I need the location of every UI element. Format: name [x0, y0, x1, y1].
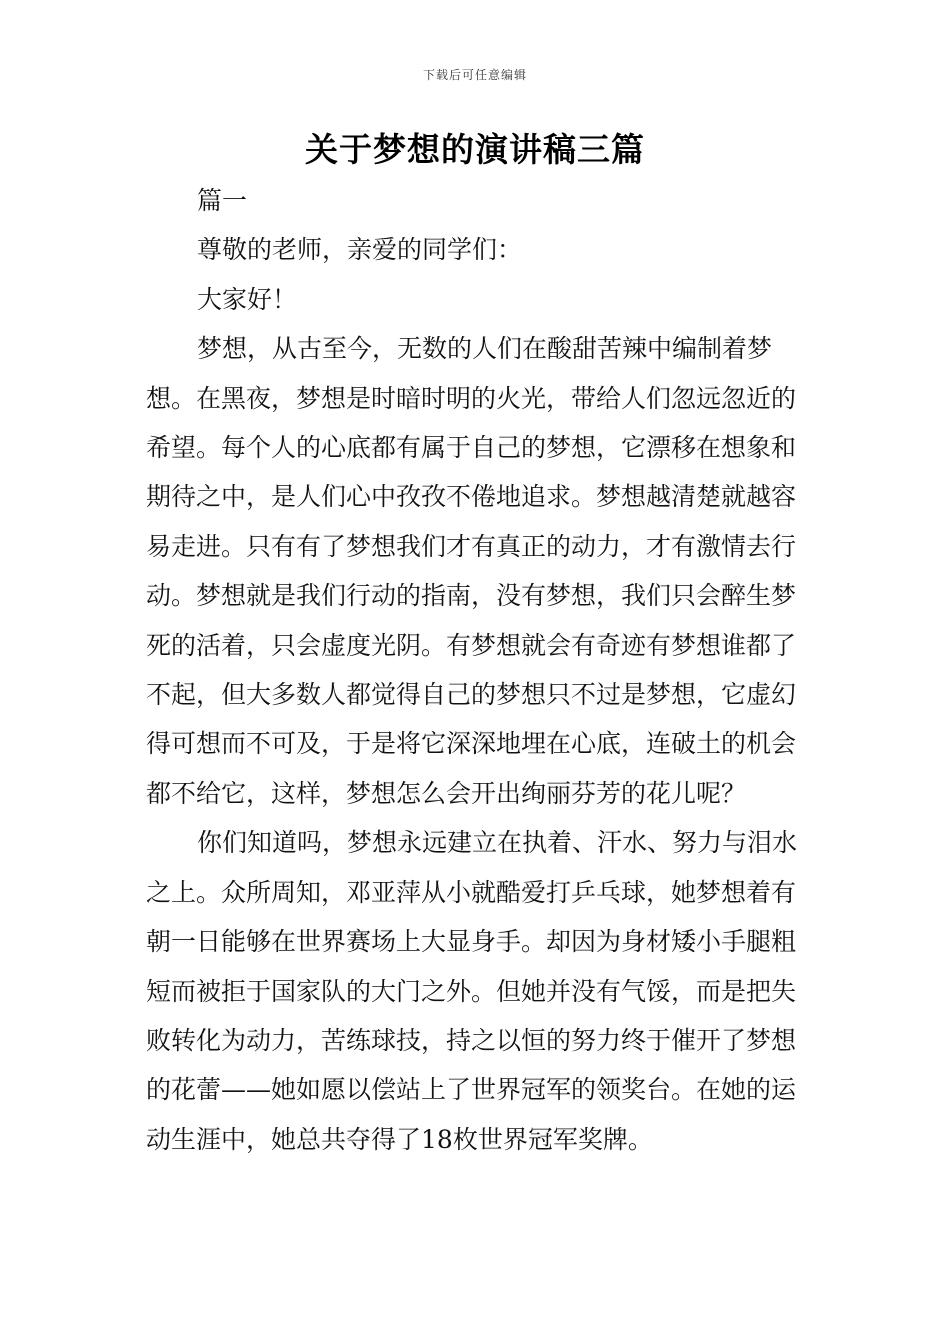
- salutation: 尊敬的老师，亲爱的同学们：: [197, 235, 523, 265]
- section-label: 篇一: [197, 186, 248, 215]
- paragraph: 你们知道吗，梦想永远建立在执着、汗水、努力与泪水之上。众所周知，邓亚萍从小就酷爱打乒乓球，她梦想着有朝一日能够在世界赛场上大显身手。却因为身材矮小手腿粗短而被拒于国家队的大门之外。但她并没有气馁，而是把失败转化为动力，苦练球技，持之以恒的努力终于催开了梦想的花蕾——她如愿以偿站上了世界冠军的领奖台。在她的运动生涯中，她总共夺得了18枚世界冠军奖牌。: [146, 828, 798, 1154]
- greeting: 大家好！: [197, 284, 298, 314]
- paragraph: 梦想，从古至今，无数的人们在酸甜苦辣中编制着梦想。在黑夜，梦想是时暗时明的火光，带给人们忽远忽近的希望。每个人的心底都有属于自己的梦想，它漂移在想象和期待之中，是人们心中孜孜不倦地追求。梦想越清楚就越容易走进。只有有了梦想我们才有真正的动力，才有激情去行动。梦想就是我们行动的指南，没有梦想，我们只会醉生梦死的活着，只会虚度光阴。有梦想就会有奇迹有梦想谁都了不起，但大多数人都觉得自己的梦想只不过是梦想，它虚幻得可想而不可及，于是将它深深地埋在心底，连破土的机会都不给它，这样，梦想怎么会开出绚丽芬芳的花儿呢？: [146, 334, 797, 808]
- document-body: [146, 176, 808, 1164]
- document-title: 关于梦想的演讲稿三篇: [305, 130, 645, 169]
- header-note: 下载后可任意编辑: [422, 68, 527, 82]
